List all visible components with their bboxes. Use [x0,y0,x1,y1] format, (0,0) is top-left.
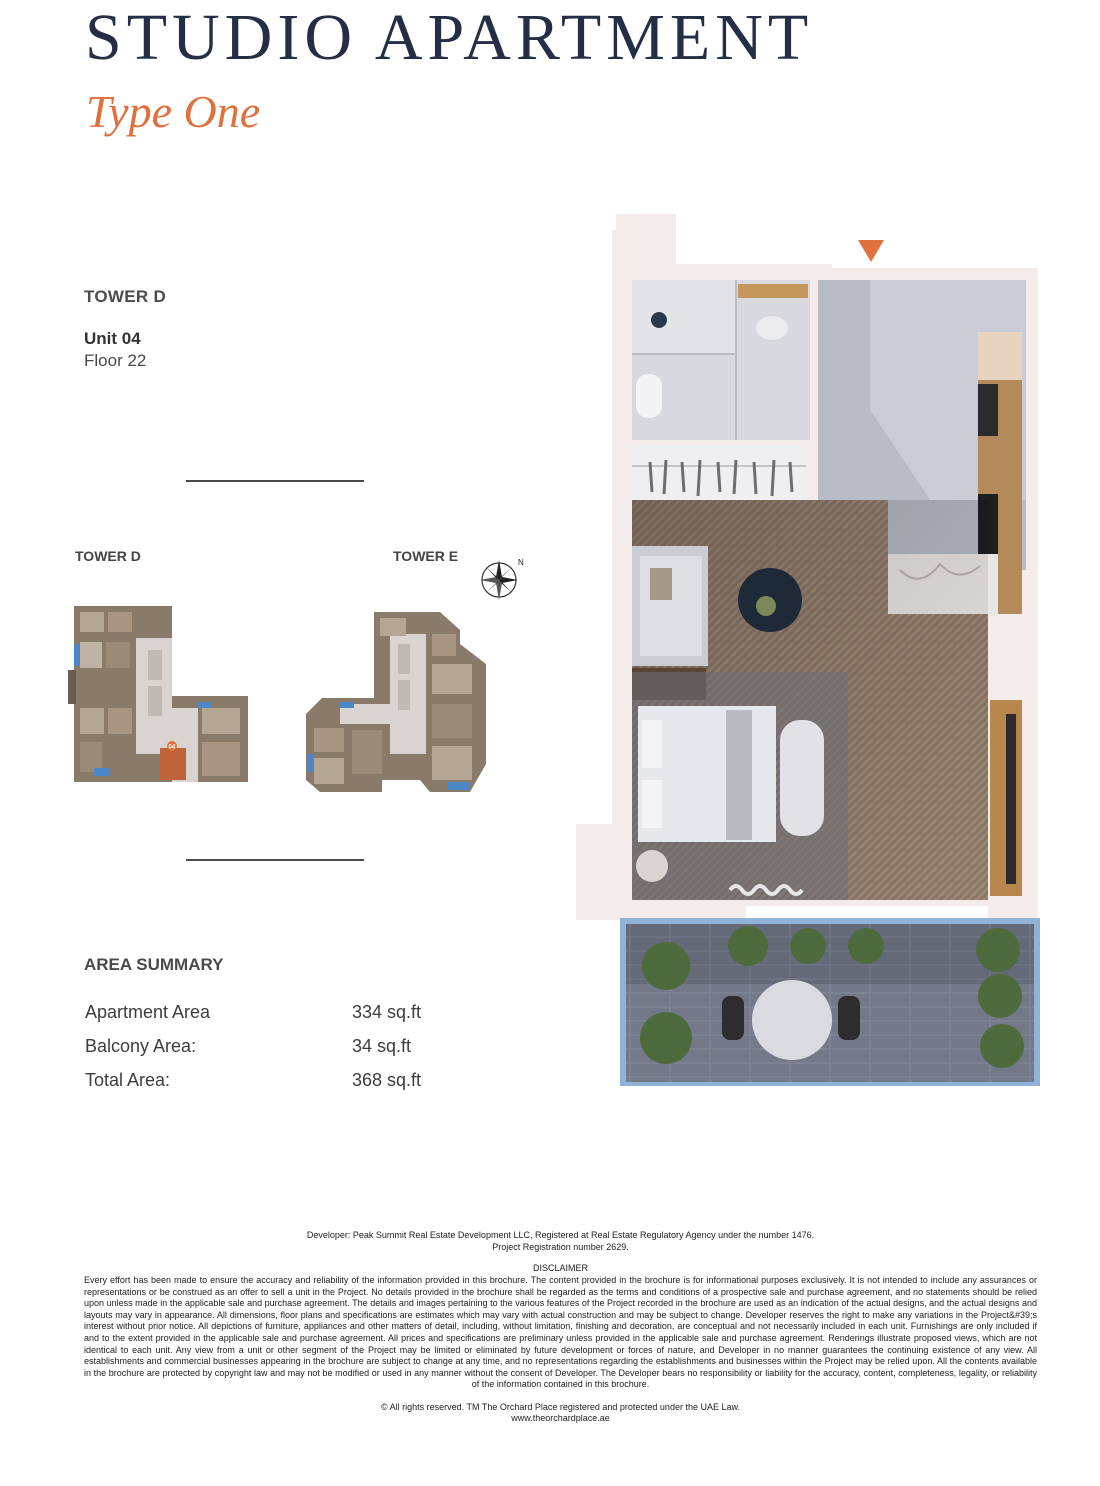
compass-icon [478,556,526,604]
area-value: 368 sq.ft [352,1070,422,1090]
developer-line-1: Developer: Peak Summit Real Estate Development LLC, Registered at Real Estate Regulatory Agency under the number 1476. [306,1230,815,1240]
tower-d-key-plan [66,598,252,794]
key-plan-tower-e-label: TOWER E [393,548,459,564]
area-value: 34 sq.ft [352,1036,412,1056]
developer-info [84,1230,1037,1253]
website-link[interactable]: www.theorchardplace.ae [511,1413,610,1423]
area-label: Balcony Area: [85,1036,197,1056]
disclaimer-heading: DISCLAIMER [532,1263,588,1273]
developer-line-2: Project Registration number 2629. [492,1241,629,1252]
cooktop-icon [978,384,998,436]
entrance-arrow-icon [858,240,884,262]
area-value: 334 sq.ft [352,1002,422,1022]
area-summary-heading: AREA SUMMARY [84,955,224,974]
shower-drain-icon [651,312,667,328]
tower-heading: TOWER D [84,287,167,306]
area-row-balcony [85,1036,505,1064]
washbasin [756,316,788,340]
disclaimer-text: Every effort has been made to ensure the accuracy and reliability of the information provided in this brochure. The content provided in the brochure is for informational purposes exclusively. It is not intended to include any assurances or representations or be construed as an offer to sell a unit in the Project. No details provided in the brochure shall be regarded as the terms and conditions of a prospective sale and purchase agreement, and no statements should be relied upon unless made in the applicable sale and purchase agreement. The details and images pertaining to the various features of the Project recorded in the brochure are used as an indication of the actual designs, and the actual designs and layouts may vary in appearance. All dimensions, floor plans and specifications are estimates which may vary with actual construction and may be subject to change. Developer reserves the right to make any variations in the Project&#39;s interest without prior notice. All depictions of furniture, appliances and other matters of detail, including, without limitation, finishing and decoration, are conceptual and not necessarily included in each unit. Furnishings are only included if and to the extent provided in the applicable sale and purchase agreement. All prices and specifications are preliminary unless provided in the applicable sale and purchase agreement. Renderings illustrate proposed views, which are not identical to each unit. Any view from a unit or other segment of the Project may be limited or eliminated by future development or forces of nature, and Developer in no manner guarantees the continuing existence of any view. All establishments and commercial businesses appearing in the brochure are subject to change at any time, and no representations regarding the establishments and businesses within the Project may be relied upon. All the contents available in the brochure are protected by copyright law and may not be modified or used in any manner without the consent of Developer. The Developer bears no responsibility or liability for the accuracy, content, completeness, legality, or reliability of the information contained in this brochure. [84,1275,1037,1390]
divider-top [186,480,364,482]
bench [780,720,824,836]
divider-bottom [186,859,364,861]
floor-number: Floor 22 [84,351,147,370]
tower-e-key-plan [300,604,490,800]
page-subtitle: Type One [86,86,261,137]
balcony-chair [722,996,744,1040]
balcony-table [752,980,832,1060]
compass-north-label: N [518,558,524,567]
floor-lamp [636,850,668,882]
key-plan-tower-d-label: TOWER D [75,548,141,564]
rights-line: © All rights reserved. TM The Orchard Place registered and protected under the UAE Law. [381,1402,740,1412]
area-label: Apartment Area [85,1002,211,1022]
vanity-counter [738,284,808,298]
area-label: Total Area: [85,1070,171,1090]
unit-marker-label: 04 [168,744,176,751]
toilet [636,374,662,418]
floor-plan-render [570,210,1048,1094]
balcony-chair [838,996,860,1040]
area-row-apartment [85,1002,505,1030]
unit-number: Unit 04 [84,329,141,348]
area-row-total [85,1070,505,1098]
page-title: STUDIO APARTMENT [85,1,814,74]
